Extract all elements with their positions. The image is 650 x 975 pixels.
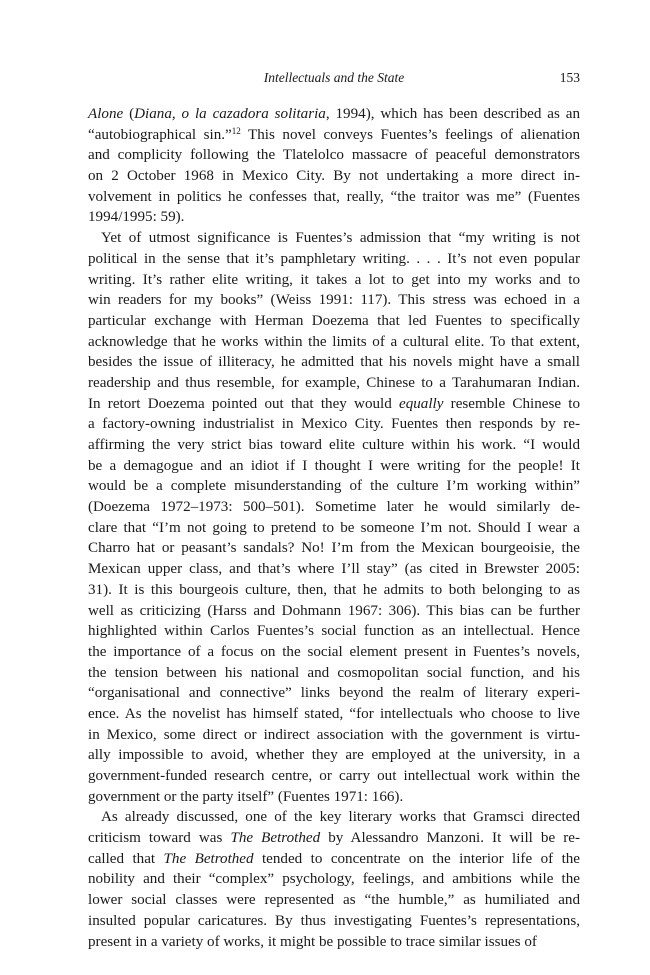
text-line: [88, 601, 580, 622]
text-run: the tension between his national and cosmopolitan social function, and his: [88, 664, 580, 681]
text-line: [88, 745, 580, 766]
text-line: [88, 911, 580, 932]
text-run: well as criticizing (Harss and Dohmann 1967: 306). This bias can be further: [88, 602, 580, 619]
text-line: [88, 414, 580, 435]
text-line: [88, 145, 580, 166]
text-run: the importance of a focus on the social element present in Fuentes’s novels,: [88, 643, 580, 660]
text-line: [88, 104, 580, 125]
text-run: lower social classes were represented as “the humble,” as humiliated and: [88, 892, 580, 909]
italic-text: Diana, o la cazadora solitaria: [134, 106, 326, 122]
text-line: [88, 683, 580, 704]
text-run: win readers for my books” (Weiss 1991: 117). This stress was echoed in a: [88, 292, 580, 309]
text-run: acknowledge that he works within the limits of a cultural elite. To that extent,: [88, 333, 580, 350]
text-run: ally impossible to avoid, whether they are employed at the university, in a: [88, 747, 580, 764]
text-line: [88, 228, 580, 249]
text-run: As already discussed, one of the key literary works that Gramsci directed: [101, 809, 580, 826]
text-run: nobility and their “complex” psychology, feelings, and ambitions while the: [88, 871, 580, 888]
text-run: writing. It’s rather elite writing, it takes a lot to get into my works and to: [88, 271, 580, 288]
text-line: [88, 828, 580, 849]
text-line: [88, 932, 580, 953]
paragraph: [88, 228, 580, 807]
text-line: [88, 663, 580, 684]
text-run: on 2 October 1968 in Mexico City. By not undertaking a more direct in-: [88, 168, 580, 185]
text-run: Yet of utmost significance is Fuentes’s admission that “my writing is not: [101, 230, 580, 247]
text-line: [88, 352, 580, 373]
text-run: insulted popular caricatures. By thus investigating Fuentes’s representations,: [88, 912, 580, 929]
text-line: [88, 704, 580, 725]
text-run: ence. As the novelist has himself stated, “for intellectuals who choose to live: [88, 705, 580, 722]
text-run: and complicity following the Tlatelolco massacre of peaceful demonstrators: [88, 147, 580, 164]
text-run: government or the party itself” (Fuentes 1971: 166).: [88, 788, 404, 805]
paragraph: [88, 104, 580, 228]
text-run: highlighted within Carlos Fuentes’s social function as an intellectual. Hence: [88, 623, 580, 640]
text-line: [88, 187, 580, 208]
text-run: affirming the very strict bias toward elite culture within his work. “I would: [88, 437, 580, 453]
text-run: , 1994), which has been described as an: [325, 106, 580, 122]
text-run: be a demagogue and an idiot if I thought I were writing for the people! It: [88, 457, 580, 474]
paragraph: [88, 807, 580, 952]
text-line: [88, 373, 580, 394]
text-line: [88, 166, 580, 187]
text-run: In retort Doezema pointed out that they would: [88, 395, 400, 412]
text-line: [88, 559, 580, 580]
text-line: [88, 725, 580, 746]
body-text: [88, 104, 580, 952]
text-line: [88, 849, 580, 870]
text-line: [88, 435, 580, 456]
text-run: a factory-owning industrialist in Mexico City. Fuentes then responds by re-: [88, 416, 580, 433]
text-run: political in the sense that it’s pamphletary writing. . . . It’s not even popular: [88, 250, 580, 267]
text-line: [88, 249, 580, 270]
running-head: [88, 70, 580, 86]
footnote-marker: 12: [231, 125, 241, 136]
text-run: would be a complete misunderstanding of the culture I’m working within”: [88, 478, 580, 495]
text-line: [88, 642, 580, 663]
text-line: [88, 394, 580, 415]
text-line: [88, 518, 580, 539]
text-run: Mexican upper class, and that’s where I’ll stay” (as cited in Brewster 2005:: [88, 561, 580, 578]
text-run: 1994/1995: 59).: [88, 209, 185, 226]
text-run: (Doezema 1972–1973: 500–501). Sometime later he would similarly de-: [88, 499, 580, 516]
text-line: [88, 869, 580, 890]
text-run: Charro hat or peasant’s sandals? No! I’m from the Mexican bourgeoisie, the: [88, 540, 580, 557]
page-number: 153: [559, 70, 580, 85]
text-run: “organisational and connective” links beyond the realm of literary experi-: [88, 685, 580, 702]
text-run: (: [123, 106, 135, 122]
text-run: present in a variety of works, it might be possible to trace similar issues of: [88, 933, 537, 950]
text-run: volvement in politics he confesses that, really, “the traitor was me” (Fuentes: [88, 188, 580, 205]
running-title: Intellectuals and the State: [263, 70, 405, 85]
text-line: [88, 766, 580, 787]
text-run: resemble Chinese to: [443, 395, 580, 412]
text-run: This novel conveys Fuentes’s feelings of alienation: [240, 126, 580, 143]
text-run: “autobiographical sin.”: [88, 126, 232, 143]
text-line: [88, 538, 580, 559]
italic-text: The Betrothed: [163, 850, 254, 867]
text-run: particular exchange with Herman Doezema that led Fuentes to specifically: [88, 312, 580, 329]
text-line: [88, 890, 580, 911]
text-run: tended to concentrate on the interior life of the: [253, 850, 581, 867]
text-line: [88, 476, 580, 497]
text-line: [88, 621, 580, 642]
text-line: [88, 311, 580, 332]
text-line: [88, 290, 580, 311]
text-line: [88, 807, 580, 828]
text-run: readership and thus resemble, for example, Chinese to a Tarahumaran Indian.: [88, 374, 580, 391]
text-line: [88, 787, 580, 808]
italic-text: equally: [399, 395, 444, 412]
text-run: called that: [88, 850, 164, 867]
text-run: 31). It is this bourgeois culture, then, that he admits to both belonging to as: [88, 581, 580, 598]
text-run: clare that “I’m not going to pretend to be someone I’m not. Should I wear a: [88, 519, 580, 536]
italic-text: Alone: [88, 106, 124, 122]
text-run: in Mexico, some direct or indirect association with the government is virtu-: [88, 726, 580, 743]
italic-text: The Betrothed: [230, 830, 321, 847]
text-line: [88, 580, 580, 601]
text-run: by Alessandro Manzoni. It will be re-: [320, 830, 580, 847]
text-run: government-funded research centre, or carry out intellectual work within the: [88, 768, 580, 784]
text-line: [88, 332, 580, 353]
text-line: [88, 456, 580, 477]
text-line: [88, 270, 580, 291]
text-line: [88, 207, 580, 228]
text-run: besides the issue of illiteracy, he admitted that his novels might have a small: [88, 354, 580, 371]
text-line: [88, 497, 580, 518]
text-run: criticism toward was: [88, 830, 231, 847]
text-line: [88, 125, 580, 146]
